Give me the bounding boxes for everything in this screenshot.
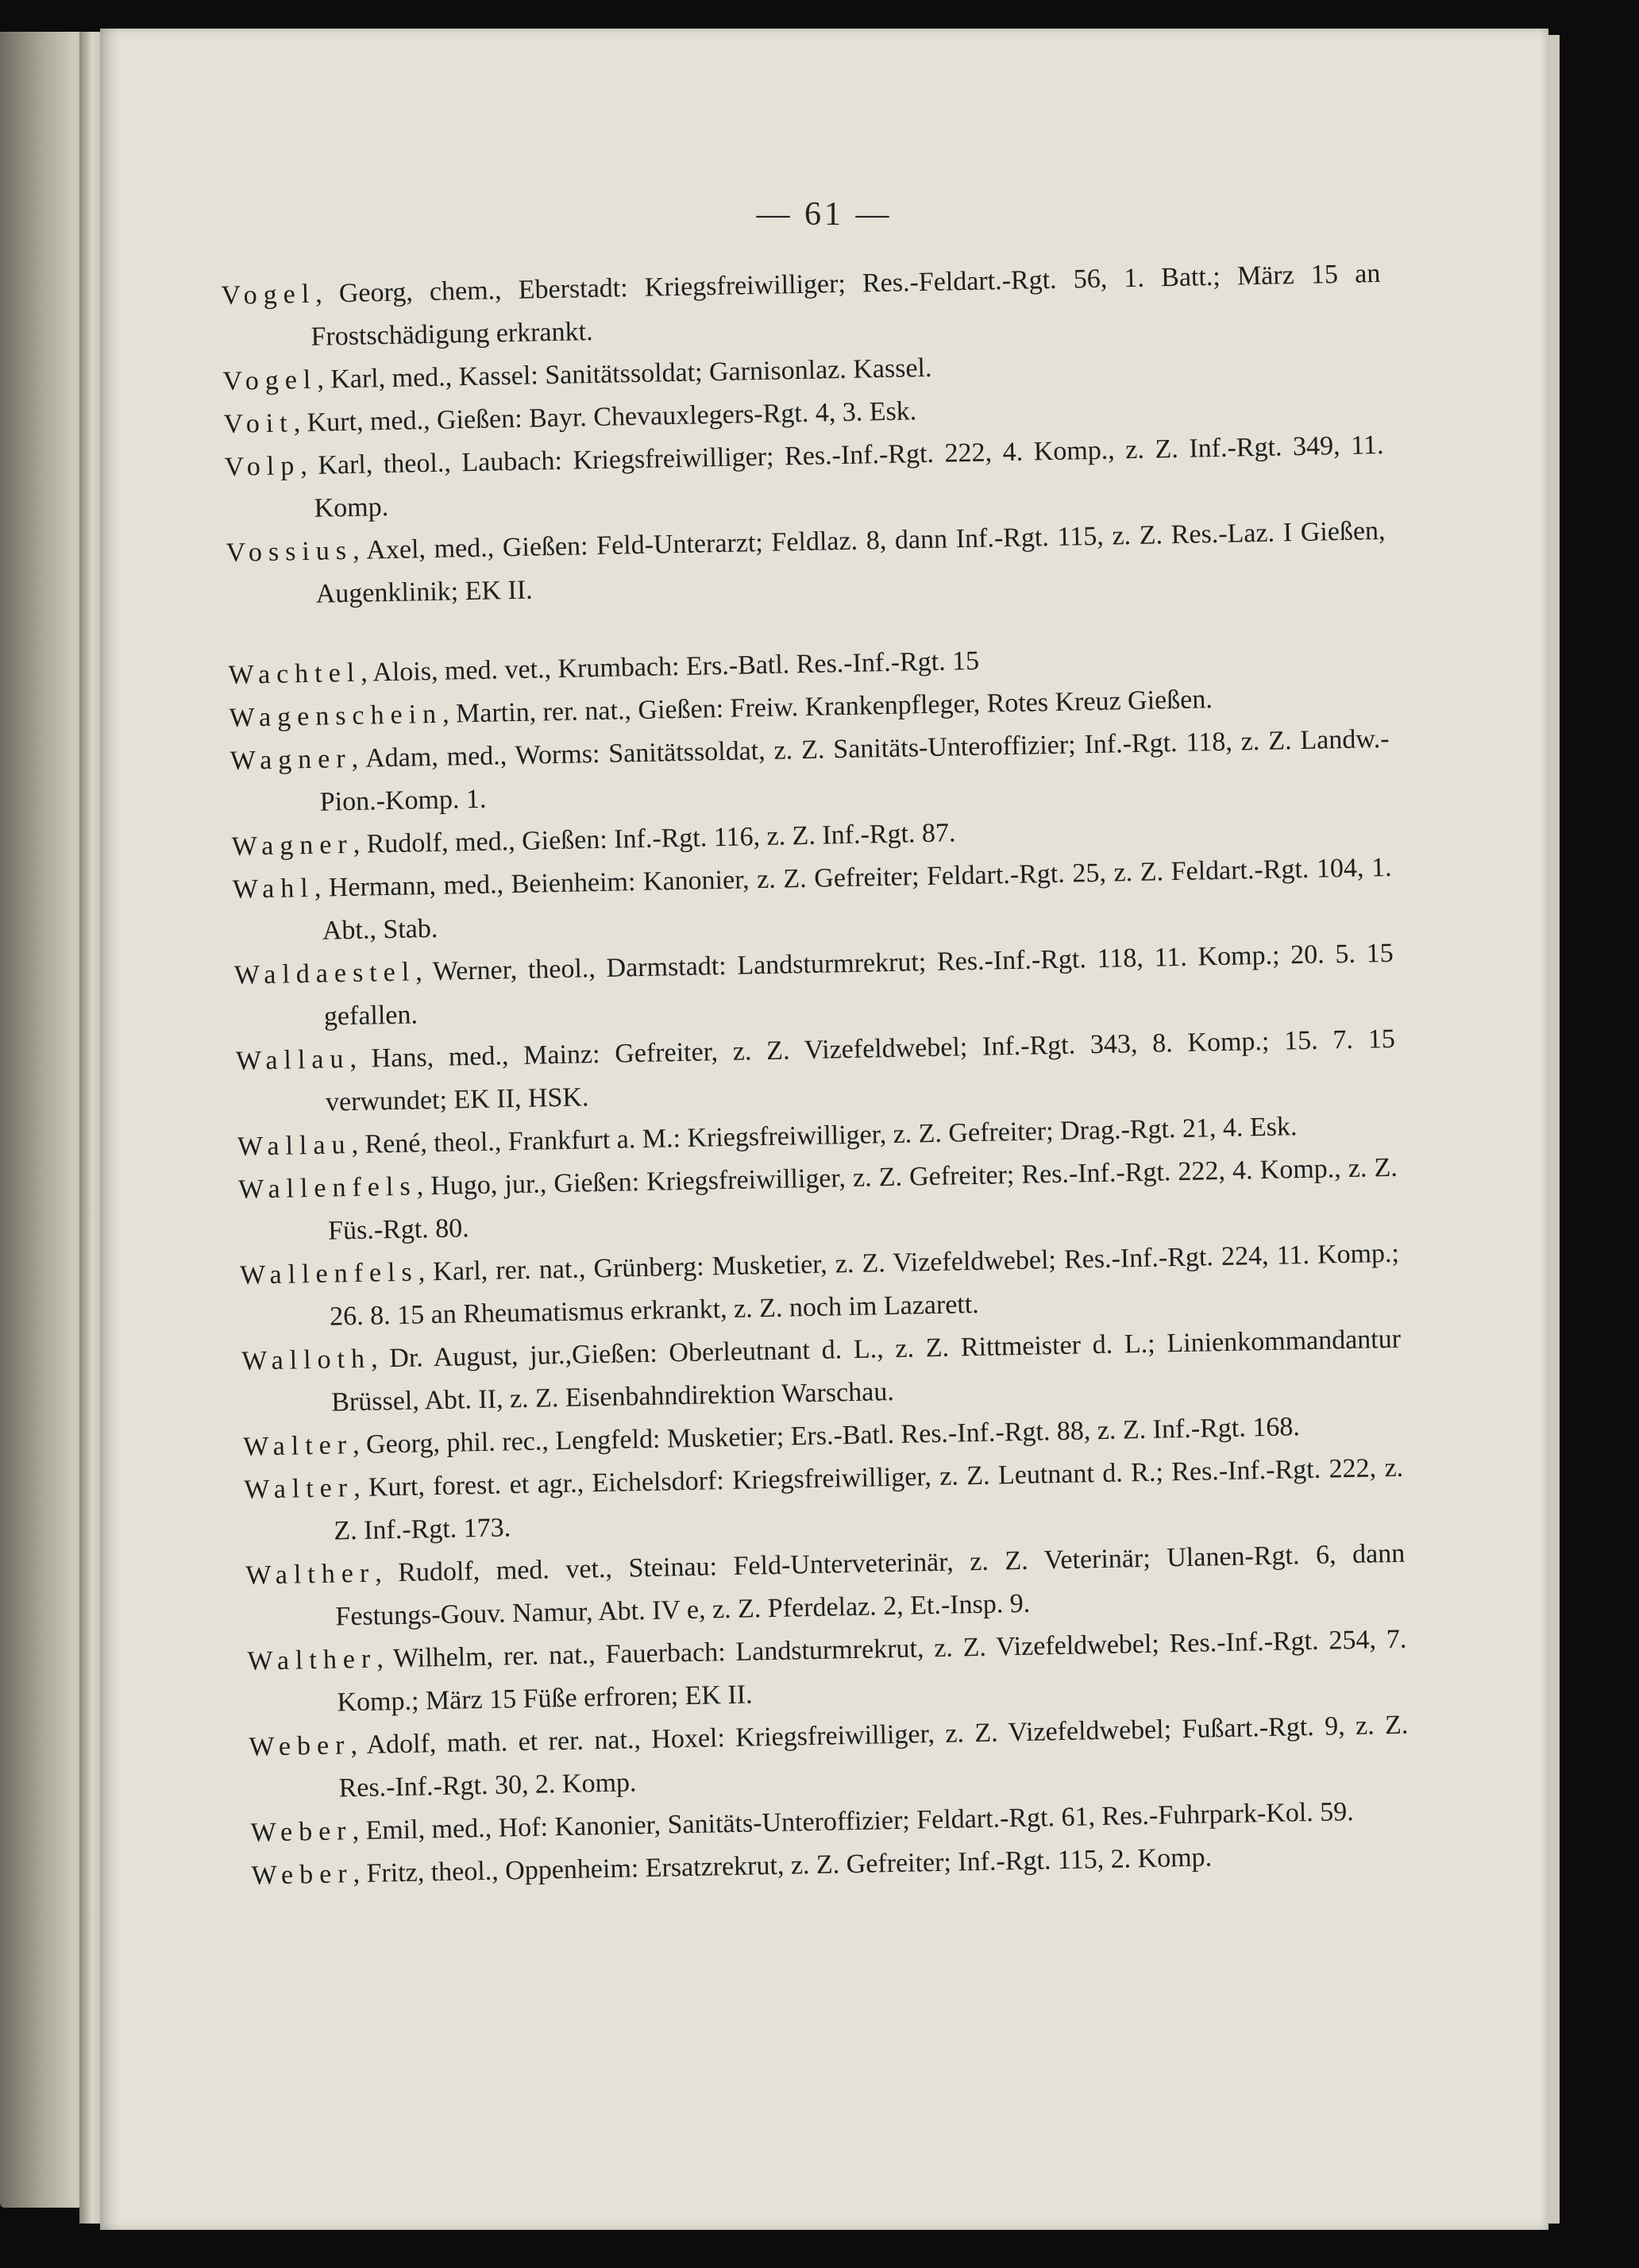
entry-surname: Wallau [237,1130,352,1162]
entry-details: , Kurt, med., Gießen: Bayr. Chevauxlegers-Rgt. 4, 3. Esk. [293,396,917,438]
entry-details: , Rudolf, med. vet., Steinau: Feld-Unterveterinär, z. Z. Veterinär; Ulanen-Rgt. 6, dann Festungs-Gouv. Namur, Abt. IV e, z. Z. Pferdelaz. 2, Et.-Insp. 9. [335,1538,1406,1632]
entry-details: , Hans, med., Mainz: Gefreiter, z. Z. Vizefeldwebel; Inf.-Rgt. 343, 8. Komp.; 15. 7. 15 verwundet; EK II, HSK. [325,1024,1396,1117]
entry-details: , Fritz, theol., Oppenheim: Ersatzrekrut, z. Z. Gefreiter; Inf.-Rgt. 115, 2. Komp. [353,1842,1213,1889]
book-page [100,29,1548,2230]
entry-details: , Werner, theol., Darmstadt: Landsturmrekrut; Res.-Inf.-Rgt. 118, 11. Komp.; 20. 5. 15 gefallen. [323,938,1394,1032]
entry-surname: Voit [223,408,295,439]
entry-surname: Wallenfels [237,1171,417,1205]
entry-list [221,253,1411,1898]
entry-details: , Rudolf, med., Gießen: Inf.-Rgt. 116, z. Z. Inf.-Rgt. 87. [353,818,956,859]
entry-surname: Weber [249,1730,351,1762]
entry-details: , Dr. August, jur.,Gießen: Oberleutnant d. L., z. Z. Rittmeister d. L.; Linienkommandantur Brüssel, Abt. II, z. Z. Eisenbahndirektion Warschau. [330,1324,1402,1418]
entry-details: , Karl, theol., Laubach: Kriegsfreiwilliger; Res.-Inf.-Rgt. 222, 4. Komp., z. Z. Inf.-Rgt. 349, 11. Komp. [299,430,1384,523]
entry-details: , Karl, rer. nat., Grünberg: Musketier, z. Z. Vizefeldwebel; Res.-Inf.-Rgt. 224, 11. Komp.; 26. 8. 15 an Rheumatismus erkrankt, z. Z. noch im Lazarett. [329,1238,1400,1332]
entry-details: , Axel, med., Gießen: Feld-Unterarzt; Feldlaz. 8, dann Inf.-Rgt. 115, z. Z. Res.-Laz. I Gießen, Augenklinik; EK II. [315,515,1386,609]
entry-details: , Hermann, med., Beienheim: Kanonier, z. Z. Gefreiter; Feldart.-Rgt. 25, z. Z. Feldart.-Rgt. 104, 1. Abt., Stab. [314,852,1392,946]
entry-details: , Georg, phil. rec., Lengfeld: Musketier; Ers.-Batl. Res.-Inf.-Rgt. 88, z. Z. Inf.-Rgt. 168. [352,1412,1301,1460]
page-number: — 61 — [756,196,893,233]
entry-surname: Vogel [222,364,318,396]
entry-details: , Adam, med., Worms: Sanitätssoldat, z. Z. Sanitäts-Unteroffizier; Inf.-Rgt. 118, z. Z. Landw.-Pion.-Komp. 1. [319,723,1390,817]
entry-surname: Walther [247,1644,377,1676]
entry-details: , Georg, chem., Eberstadt: Kriegsfreiwilliger; Res.-Feldart.-Rgt. 56, 1. Batt.; März 15 an Frostschädigung erkrankt. [310,258,1381,352]
entry-surname: Wachtel [228,658,361,690]
entry-details: , Adolf, math. et rer. nat., Hoxel: Kriegsfreiwilliger, z. Z. Vizefeldwebel; Fußart.-Rgt. 9, z. Z. Res.-Inf.-Rgt. 30, 2. Komp. [338,1710,1409,1803]
entry-surname: Walter [242,1430,353,1462]
entry-surname: Wagenschein [229,699,443,733]
entry-surname: Waldaestel [233,957,416,990]
entry-details: , Kurt, forest. et agr., Eichelsdorf: Kriegsfreiwilliger, z. Z. Leutnant d. R.; Res.-Inf.-Rgt. 222, z. Z. Inf.-Rgt. 173. [334,1452,1404,1546]
entry-surname: Weber [251,1859,353,1891]
entry-details: , Wilhelm, rer. nat., Fauerbach: Landsturmrekrut, z. Z. Vizefeldwebel; Res.-Inf.-Rgt. 254, 7. Komp.; März 15 Füße erfroren; EK II. [337,1624,1407,1718]
entry-surname: Wagner [231,829,354,862]
entry-details: , René, theol., Frankfurt a. M.: Kriegsfreiwilliger, z. Z. Gefreiter; Drag.-Rgt. 21, 4. Esk. [351,1112,1298,1160]
entry-surname: Walter [244,1473,354,1505]
entry-details: , Emil, med., Hof: Kanonier, Sanitäts-Unteroffizier; Feldart.-Rgt. 61, Res.-Fuhrpark-Kol. 59. [352,1796,1355,1846]
entry-surname: Weber [250,1816,353,1848]
entry-details: , Hugo, jur., Gießen: Kriegsfreiwilliger, z. Z. Gefreiter; Res.-Inf.-Rgt. 222, 4. Komp., z. Z. Füs.-Rgt. 80. [327,1152,1398,1246]
entry-surname: Volp [224,451,301,482]
entry-surname: Wallenfels [239,1257,419,1290]
entry-surname: Walther [245,1558,376,1591]
entry-surname: Walloth [241,1344,372,1376]
entry-details: , Alois, med. vet., Krumbach: Ers.-Batl. Res.-Inf.-Rgt. 15 [360,646,980,688]
entry-details: , Martin, rer. nat., Gießen: Freiw. Krankenpfleger, Rotes Kreuz Gießen. [442,685,1213,729]
entry-surname: Wallau [235,1044,350,1076]
entry-surname: Wagner [229,743,352,776]
entry-surname: Wahl [232,873,315,904]
entry-details: , Karl, med., Kassel: Sanitätssoldat; Garnisonlaz. Kassel. [316,353,932,395]
entry-surname: Vogel [221,279,316,310]
page-stack-edge [1548,35,1560,2224]
entry-surname: Vossius [226,535,353,568]
